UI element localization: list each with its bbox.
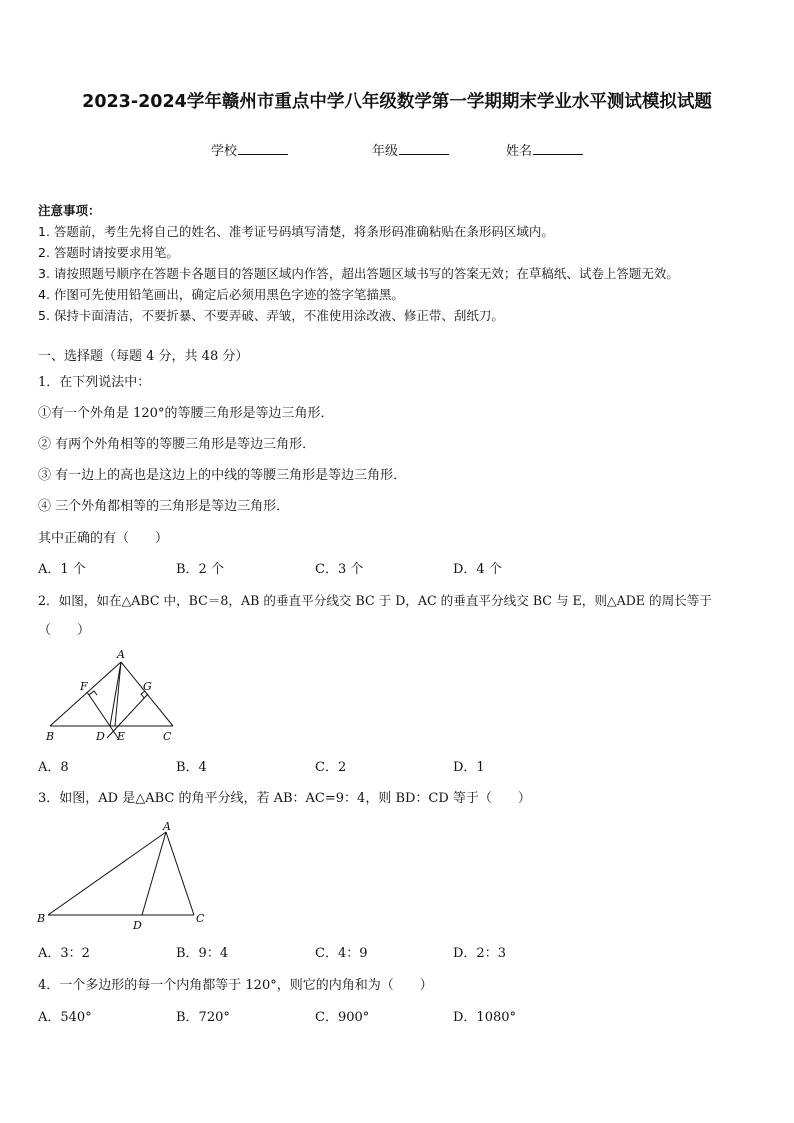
q2-option-b: B．4: [176, 760, 207, 775]
q2-figure: [38, 648, 188, 744]
notice-item: 1. 答题前，考生先将自己的姓名、准考证号码填写清楚，将条形码准确粘贴在条形码区域内。: [38, 224, 554, 239]
notice-item: 3. 请按照题号顺序在答题卡各题目的答题区域内作答，超出答题区域书写的答案无效；在草稿纸、试卷上答题无效。: [38, 266, 679, 281]
q4-option-c: C．900°: [315, 1010, 370, 1025]
student-info-row: [0, 140, 794, 160]
point-label-g: G: [143, 680, 152, 693]
q3-option-c: C．4：9: [315, 946, 368, 961]
grade-field: [372, 140, 449, 159]
q1-statement: ② 有两个外角相等的等腰三角形是等边三角形．: [38, 437, 316, 452]
point-label-b: B: [37, 912, 46, 925]
q4-stem: 4．一个多边形的每一个内角都等于 120°，则它的内角和为（ ）: [38, 978, 433, 993]
section-heading: 一、选择题（每题 4 分，共 48 分）: [38, 349, 249, 364]
q3-figure: [34, 818, 214, 934]
perp-bisector-ac: [107, 694, 148, 738]
q1-ask: 其中正确的有（ ）: [38, 531, 169, 546]
school-blank: [238, 142, 288, 155]
point-label-f: F: [80, 680, 88, 693]
segment-ac: [121, 662, 173, 726]
q2-stem: 2．如图，如在△ABC 中，BC＝8，AB 的垂直平分线交 BC 于 D，AC 的垂直平分线交 BC 与 E，则△ADE 的周长等于: [38, 593, 712, 608]
name-field: [506, 140, 583, 159]
point-label-c: C: [196, 912, 205, 925]
segment-ab: [48, 832, 166, 915]
q4-option-a: A．540°: [38, 1010, 92, 1025]
q3-option-b: B．9：4: [176, 946, 229, 961]
segment-ad: [142, 832, 166, 915]
point-label-c: C: [163, 730, 172, 743]
q1-stem: 1．在下列说法中：: [38, 375, 151, 390]
q3-option-a: A．3：2: [38, 946, 90, 961]
q1-statement: ④ 三个外角都相等的三角形是等边三角形．: [38, 499, 290, 514]
notice-item: 5. 保持卡面清洁，不要折暴、不要弄破、弄皱，不准使用涂改液、修正带、刮纸刀。: [38, 308, 504, 323]
q1-option-a: A．1 个: [38, 562, 86, 577]
name-blank: [533, 142, 583, 155]
point-label-a: A: [163, 820, 171, 833]
q2-stem-cont: （ ）: [38, 623, 91, 638]
q4-option-d: D．1080°: [453, 1010, 517, 1025]
point-label-e: E: [117, 730, 126, 743]
segment-ab: [50, 662, 121, 726]
grade-blank: [399, 142, 449, 155]
q2-option-d: D．1: [453, 760, 485, 775]
segment-ac: [166, 832, 194, 915]
grade-label: 年级: [372, 144, 399, 159]
notice-item: 4. 作图可先使用铅笔画出，确定后必须用黑色字迹的签字笔描黑。: [38, 287, 404, 302]
point-label-d: D: [96, 730, 105, 743]
point-label-b: B: [46, 730, 55, 743]
q1-option-b: B．2 个: [176, 562, 224, 577]
q3-option-d: D．2：3: [453, 946, 506, 961]
name-label: 姓名: [506, 144, 533, 159]
point-label-d: D: [133, 919, 142, 932]
right-angle-mark-f: [89, 691, 97, 695]
q2-option-c: C．2: [315, 760, 347, 775]
q1-option-c: C．3 个: [315, 562, 364, 577]
q1-option-d: D．4 个: [453, 562, 502, 577]
exam-title: 2023-2024学年赣州市重点中学八年级数学第一学期期末学业水平测试模拟试题: [82, 92, 712, 112]
school-field: [211, 140, 288, 159]
q1-statement: ③ 有一边上的高也是这边上的中线的等腰三角形是等边三角形．: [38, 468, 407, 483]
q2-option-a: A．8: [38, 760, 69, 775]
q3-stem: 3．如图，AD 是△ABC 的角平分线，若 AB：AC=9：4，则 BD：CD 等于（ ）: [38, 791, 531, 806]
point-label-a: A: [117, 648, 125, 661]
notice-heading: 注意事项：: [38, 203, 101, 218]
notice-item: 2. 答题时请按要求用笔。: [38, 245, 179, 260]
q1-statement: ①有一个外角是 120°的等腰三角形是等边三角形．: [38, 406, 334, 421]
q4-option-b: B．720°: [176, 1010, 230, 1025]
school-label: 学校: [211, 144, 238, 159]
